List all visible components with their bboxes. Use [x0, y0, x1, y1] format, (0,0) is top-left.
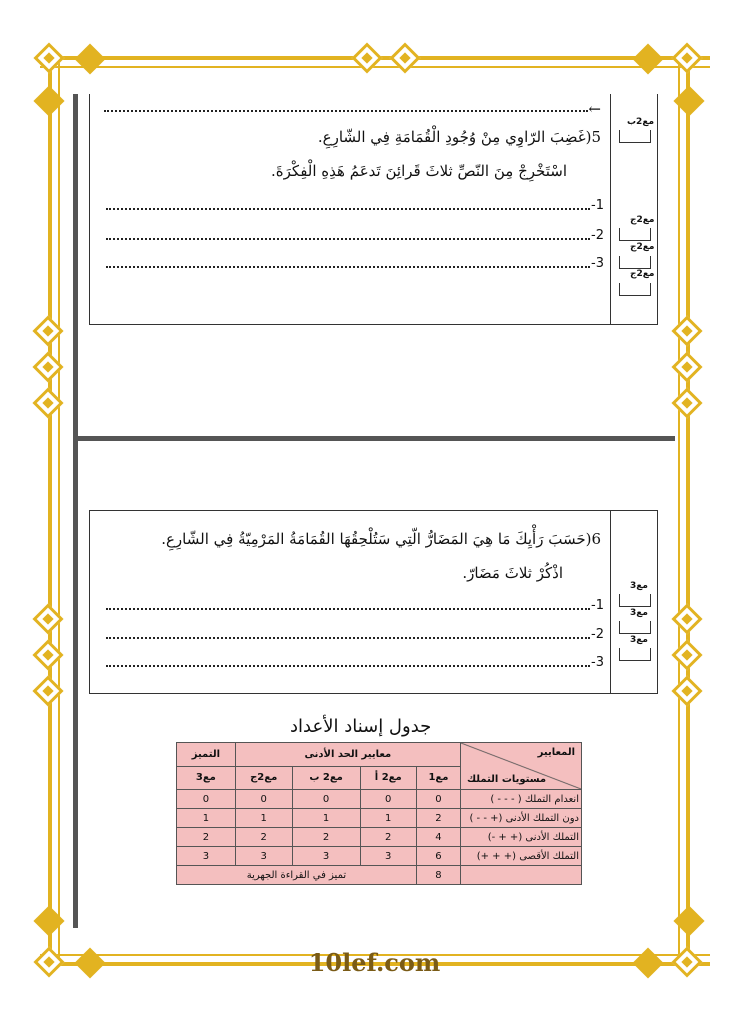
q6-criterion-0: مع3: [630, 581, 648, 591]
sub-header-2: مع2 أ: [360, 766, 416, 790]
table-row: [177, 866, 582, 885]
frame-diamond: [671, 675, 702, 706]
q5-prompt: 5(غَضِبَ الرّاوِي مِنْ وُجُودِ الْقُمَامَةِ فِي الشّارِعِ.: [317, 128, 601, 146]
cell: 2: [177, 828, 236, 847]
frame-right-inner: [678, 56, 680, 966]
q5-item-3: -3: [591, 256, 604, 271]
min-criteria-header: معايير الحد الأدنى: [235, 743, 460, 767]
row-label: دون التملك الأدنى (+ - - ): [461, 809, 582, 828]
last-row-blank: [461, 866, 582, 885]
cell: 2: [360, 828, 416, 847]
row-label: انعدام التملك ( - - - ): [461, 790, 582, 809]
criteria-column: [610, 94, 611, 324]
q6-item-3: -3: [591, 655, 604, 670]
q6-criterion-2: مع3: [630, 635, 648, 645]
q6-criterion-box-0: [619, 594, 651, 607]
frame-left-inner: [58, 56, 60, 966]
q6-prompt: 6(حَسَبَ رَأْيِكَ مَا هِيَ المَضَارُّ الّتِي سَتُلْحِقُهَا القُمَامَةُ المَرْمِيّةُ فِي الشّارِعِ.: [161, 530, 601, 548]
grading-title: جدول إسناد الأعداد: [290, 716, 432, 737]
table-row: [177, 809, 582, 828]
frame-left: [48, 56, 52, 966]
q6-answer-line-2: [106, 637, 590, 639]
q5-criterion-box-1: [619, 228, 651, 241]
criteria-header-cell: [461, 743, 582, 790]
frame-diamond: [671, 42, 702, 73]
frame-diamond: [671, 639, 702, 670]
frame-diamond: [389, 42, 420, 73]
q6-answer-line-1: [106, 608, 590, 610]
criteria-header: المعايير: [537, 747, 575, 758]
q5-answer-line-0: [104, 110, 588, 112]
row-label: التملك الأدنى (+ + -): [461, 828, 582, 847]
q5-item-2: -2: [591, 228, 604, 243]
cell: 0: [177, 790, 236, 809]
frame-diamond: [671, 603, 702, 634]
q6-criterion-1: مع3: [630, 608, 648, 618]
sub-header-5: مع3: [177, 766, 236, 790]
cell: 1: [177, 809, 236, 828]
q6-item-1: -1: [591, 598, 604, 613]
frame-diamond: [671, 351, 702, 382]
frame-diamond: [632, 43, 663, 74]
cell: 1: [360, 809, 416, 828]
cell: 3: [235, 847, 292, 866]
cell: 3: [177, 847, 236, 866]
q5-criterion-box-0: [619, 130, 651, 143]
cell: 0: [360, 790, 416, 809]
cell: 6: [416, 847, 460, 866]
left-margin-bar: [73, 94, 78, 928]
q5-criterion-3: مع2ج: [630, 269, 655, 279]
cell: 2: [235, 828, 292, 847]
frame-right: [686, 56, 690, 966]
sub-header-4: مع2ج: [235, 766, 292, 790]
q5-criterion-1: مع2ج: [630, 215, 655, 225]
frame-diamond: [351, 42, 382, 73]
cell: 2: [292, 828, 360, 847]
cell: 2: [416, 809, 460, 828]
cell: 0: [292, 790, 360, 809]
q5-instruction: اسْتَخْرِجْ مِنَ النّصِّ ثلاثَ قَرائِنَ تَدعَمُ هَذِهِ الْفِكْرَةَ.: [271, 162, 567, 180]
cell: 1: [235, 809, 292, 828]
table-row: [177, 828, 582, 847]
sub-header-1: مع1: [416, 766, 460, 790]
cell: 4: [416, 828, 460, 847]
q5-answer-line-2: [106, 238, 590, 240]
q5-answer-line-1: [106, 208, 590, 210]
q5-criterion-box-3: [619, 283, 651, 296]
excellence-header: التميز: [177, 743, 236, 767]
frame-diamond: [671, 387, 702, 418]
frame-diamond: [671, 315, 702, 346]
frame-diamond: [74, 43, 105, 74]
q5-answer-line-3: [106, 266, 590, 268]
criteria-header-diagonal: [461, 743, 581, 789]
q6-item-2: -2: [591, 627, 604, 642]
q6-criterion-box-2: [619, 648, 651, 661]
q6-answer-line-3: [106, 665, 590, 667]
row-label: التملك الأقصى (+ + +): [461, 847, 582, 866]
q5-criterion-2: مع2ج: [630, 242, 655, 252]
table-row: [177, 847, 582, 866]
cell: 8: [416, 866, 460, 885]
levels-header: مستويات التملك: [467, 774, 547, 785]
q6-criterion-box-1: [619, 621, 651, 634]
cell: 1: [292, 809, 360, 828]
q6-instruction: اذْكُرْ ثلاثَ مَضَارّ.: [462, 564, 563, 582]
sub-header-3: مع2 ب: [292, 766, 360, 790]
grading-table: [176, 742, 582, 885]
page-divider-bar: [75, 436, 675, 441]
cell: 0: [416, 790, 460, 809]
q5-item-1: -1: [591, 198, 604, 213]
cell: تميز في القراءة الجهرية: [177, 866, 417, 885]
table-row: [177, 790, 582, 809]
frame-top-inner: [40, 66, 710, 68]
cell: 3: [292, 847, 360, 866]
criteria-column: [610, 511, 611, 693]
cell: 3: [360, 847, 416, 866]
q5-criterion-box-2: [619, 256, 651, 269]
q5-criterion-0: مع2ب: [627, 117, 655, 127]
cell: 0: [235, 790, 292, 809]
watermark: 10lef.com: [308, 948, 441, 977]
q5-arrow-line: ←: [588, 100, 601, 118]
